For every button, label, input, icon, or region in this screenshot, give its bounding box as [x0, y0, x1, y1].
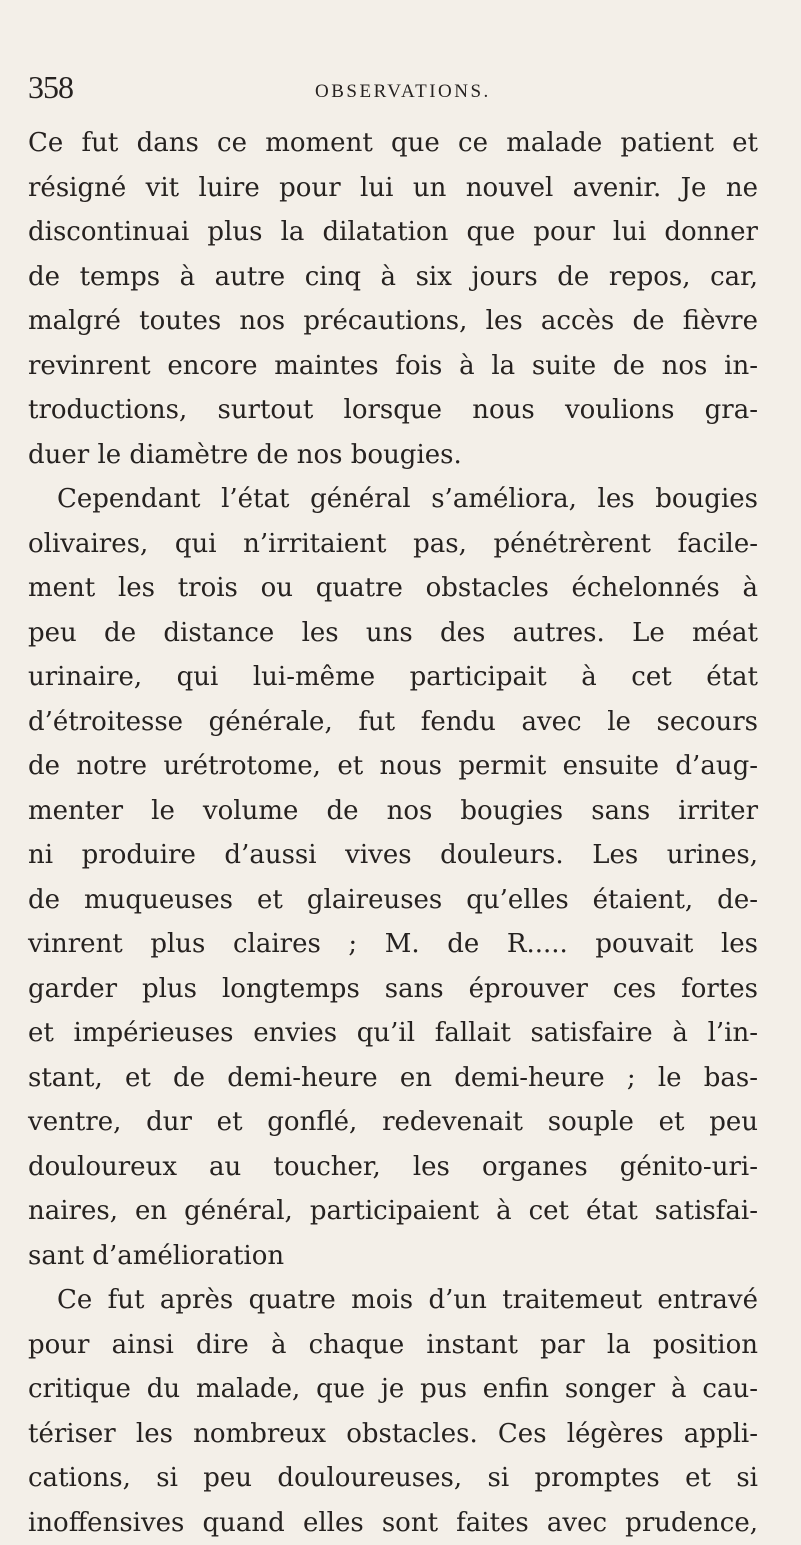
text-line: inoffensives quand elles sont faites avec prudence,: [28, 1501, 758, 1545]
text-line: duer le diamètre de nos bougies.: [28, 433, 758, 478]
text-line: cations, si peu douloureuses, si promptes et si: [28, 1456, 758, 1501]
running-title: OBSERVATIONS.: [315, 81, 491, 103]
text-line: revinrent encore maintes fois à la suite de nos in-: [28, 344, 758, 389]
text-line: douloureux au toucher, les organes génito-uri-: [28, 1145, 758, 1190]
running-head: [28, 70, 728, 110]
text-line: de muqueuses et glaireuses qu’elles étaient, de-: [28, 878, 758, 923]
text-line: urinaire, qui lui-même participait à cet état: [28, 655, 758, 700]
text-line: pour ainsi dire à chaque instant par la position: [28, 1323, 758, 1368]
text-line: sant d’amélioration: [28, 1234, 758, 1279]
text-line: peu de distance les uns des autres. Le méat: [28, 611, 758, 656]
text-line: de notre urétrotome, et nous permit ensuite d’aug-: [28, 744, 758, 789]
text-line: Ce fut dans ce moment que ce malade patient et: [28, 121, 758, 166]
text-line: vinrent plus claires ; M. de R..... pouvait les: [28, 922, 758, 967]
text-line: de temps à autre cinq à six jours de repos, car,: [28, 255, 758, 300]
text-line: et impérieuses envies qu’il fallait satisfaire à l’in-: [28, 1011, 758, 1056]
text-line: malgré toutes nos précautions, les accès de fièvre: [28, 299, 758, 344]
body-text: [28, 121, 758, 1545]
text-line: stant, et de demi-heure en demi-heure ; le bas-: [28, 1056, 758, 1101]
text-line: critique du malade, que je pus enfin songer à cau-: [28, 1367, 758, 1412]
page-number: 358: [28, 70, 73, 104]
text-line: résigné vit luire pour lui un nouvel avenir. Je ne: [28, 166, 758, 211]
text-line: menter le volume de nos bougies sans irriter: [28, 789, 758, 834]
text-line: Cependant l’état général s’améliora, les bougies: [28, 477, 758, 522]
text-line: olivaires, qui n’irritaient pas, pénétrèrent facile-: [28, 522, 758, 567]
text-line: garder plus longtemps sans éprouver ces fortes: [28, 967, 758, 1012]
text-line: tériser les nombreux obstacles. Ces légères appli-: [28, 1412, 758, 1457]
text-line: d’étroitesse générale, fut fendu avec le secours: [28, 700, 758, 745]
text-line: ventre, dur et gonflé, redevenait souple et peu: [28, 1100, 758, 1145]
text-line: ment les trois ou quatre obstacles échelonnés à: [28, 566, 758, 611]
text-line: Ce fut après quatre mois d’un traitemeut entravé: [28, 1278, 758, 1323]
text-line: troductions, surtout lorsque nous voulions gra-: [28, 388, 758, 433]
text-line: naires, en général, participaient à cet état satisfai-: [28, 1189, 758, 1234]
text-line: discontinuai plus la dilatation que pour lui donner: [28, 210, 758, 255]
text-line: ni produire d’aussi vives douleurs. Les urines,: [28, 833, 758, 878]
